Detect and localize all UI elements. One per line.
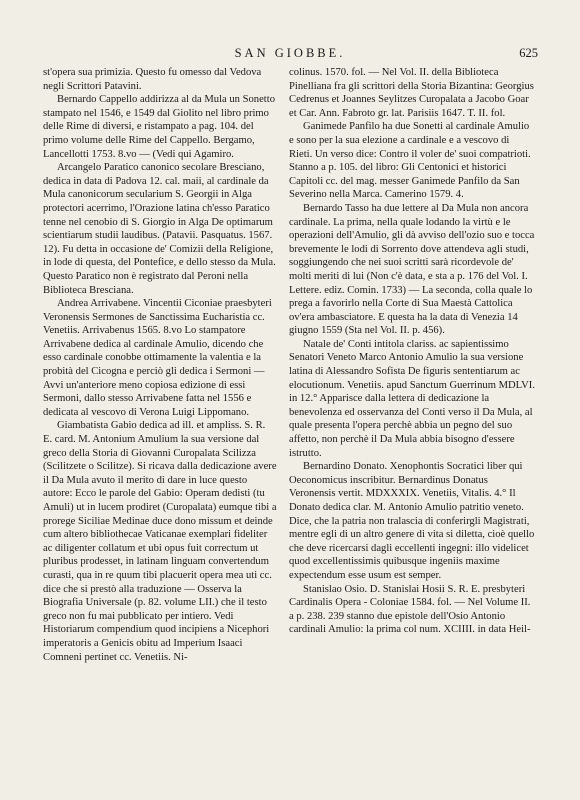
paragraph: Arcangelo Paratico canonico secolare Bresciano, dedica in data di Padova 12. cal. maii, al cardinale da Mula canonicorum secularium S. Georgii in Alga protectori acerrimo, l'Orazione latina ch'esso Paratico tenne nel cenobio di S. Giorgio in Alga De optimarum scientiarum studii laudibus. (Patavii. Pasquatus. 1567. 12). Fu detta in occasione de' Comizii della Religione, in lode di questa, del Pontefice, e dello stesso da Mula. Questo Paratico non è registrato dal Peroni nella Biblioteca Bresciana. (43, 162, 276, 296)
right-column (289, 66, 535, 637)
paragraph: colinus. 1570. fol. — Nel Vol. II. della Biblioteca Pinelliana fra gli scrittori della Storia Bizantina: Georgius Cedrenus et Joannes Seylitzes Curopalata a Jacobo Goar et Car. Ann. Fabroto gr. lat. Parisiis 1647. T. II. fol. (289, 67, 534, 119)
page-number: 625 (519, 46, 538, 60)
paragraph: Bernardino Donato. Xenophontis Socratici liber qui Oeconomicus inscribitur. Bernardinus Donatus Veronensis vertit. MDXXXIX. Venetiis, Vitalis. 4.° Il Donato dedica clar. M. Antonio Amulio patritio veneto. Dice, che la patria non tralascia di conferirgli Magistrati, mentre egli di un altro genere di vita si diletta, cioè quello che deve ricercarsi dagli eccellenti ingegni: illo videlicet quod excellentissimis quibusque ingeniis maxime expectendum esse usum est semper. (289, 461, 535, 581)
running-title: SAN GIOBBE. (234, 46, 346, 60)
paragraph: Giambatista Gabio dedica ad ill. et ampliss. S. R. E. card. M. Antonium Amulium la sua versione dal greco della Storia di Giovanni Curopalata Scilizza (Scilitzete o Scilitze). Si ricava dalla dedicazione avere il Da Mula avuto il merito di dare in luce questo autore: Ecco le parole del Gabio: Operam dedisti (tu Amuli) ut in lucem prodiret (Curopalata) eumque tibi a prorege Siciliae Medinae duce dono missum et deinde cum altero bibliothecae Vaticanae exemplari fideliter ac diligenter collatum et ubi opus fuit correctum ut pluribus prodesset, in latinam linguam convertendum curasti, qua in re quum tibi placuerit opera mea uti cc. dice che si prestò alla traduzione — Osserva la Biografia Universale (p. 82. volume LII.) che il testo greco non fu mai pubblicato per intiero. Vedi Historiarum compendium quod incipiens a Nicephori imperatoris a Genicis obitu ad Imperium Isaaci Comneni pertinet cc. Venetiis. Ni- (43, 420, 277, 663)
paragraph: Ganimede Panfilo ha due Sonetti al cardinale Amulio e sono per la sua elezione a cardinale e a vescovo di Rieti. Un verso dice: Contro il voler de' suoi compatrioti. Stanno a p. 105. del libro: Gli Centonici et historici Capitoli cc. del mag. messer Ganimede Panfilo da San Severino nella Marca. Camerino 1579. 4. (289, 121, 531, 201)
paragraph: Natale de' Conti intitola clariss. ac sapientissimo Senatori Veneto Marco Antonio Amulio la sua versione latina di Alessandro Sofista De figuris sententiarum ac elocutionum. Venetiis. apud Sanctum Guerrinum MDLVI. in 12.° Apparisce dalla lettera di dedicazione la benevolenza ed osservanza del Conti verso il Da Mula, al quale presenta l'opera perchè abbia un pegno del suo affetto, non perchè il Da Mula abbia bisogno d'essere istrutto. (289, 338, 535, 459)
left-column (43, 66, 277, 664)
page-header (0, 46, 580, 66)
paragraph: Bernardo Cappello addirizza al da Mula un Sonetto stampato nel 1546, e 1549 dal Giolito nel libro primo delle Rime di diversi, e ristampato a pag. 104. del primo volume delle Rime del Cappello. Bergamo, Lancellotti 1753. 8.vo — (Vedi qui Agamiro. (43, 94, 275, 160)
paragraph: st'opera sua primizia. Questo fu omesso dal Vedova negli Scrittori Patavini. (43, 67, 262, 92)
paragraph: Bernardo Tasso ha due lettere al Da Mula non ancora cardinale. La prima, nella quale lodando la virtù e le operazioni dell'Amulio, gli dà avviso dell'ozio suo e tocca brevemente le lodi di Sorrento dove attendeva agli studi, soggiungendo che nei suoi scritti sarà ricordevole de' molti meriti di lui (Non c'è data, e sta a p. 176 del Vol. I. Lettere. ediz. Comin. 1733) — La seconda, colla quale lo prega a favorirlo nella Corte di Sua Maestà Cattolica ov'era ambasciatore. E questa ha la data di Venezia 14 giugno 1559 (Sta nel Vol. II. p. 456). (289, 202, 535, 337)
paragraph: Andrea Arrivabene. Vincentii Ciconiae praesbyteri Veronensis Sermones de Sanctissima Eucharistia cc. Venetiis. Arrivabenus 1565. 8.vo Lo stampatore Arrivabene dedica al cardinale Amulio, dicendo che esso cardinale conobbe ottimamente la valentia e la probità del Cicogna e perciò gli dedica i Sermoni — Avvi un'anteriore meno copiosa edizione di essi Sermoni, dallo stesso Arrivabene fatta nel 1556 e dedicata al vescovo di Verona Luigi Lippomano. (43, 298, 272, 418)
paragraph: Stanislao Osio. D. Stanislai Hosii S. R. E. presbyteri Cardinalis Opera - Coloniae 1584. fol. — Nel Volume II. a p. 238. 239 stanno due epistole dell'Osio Antonio cardinali Amulio: la prima col num. XCIIII. in data Heil- (289, 583, 531, 636)
